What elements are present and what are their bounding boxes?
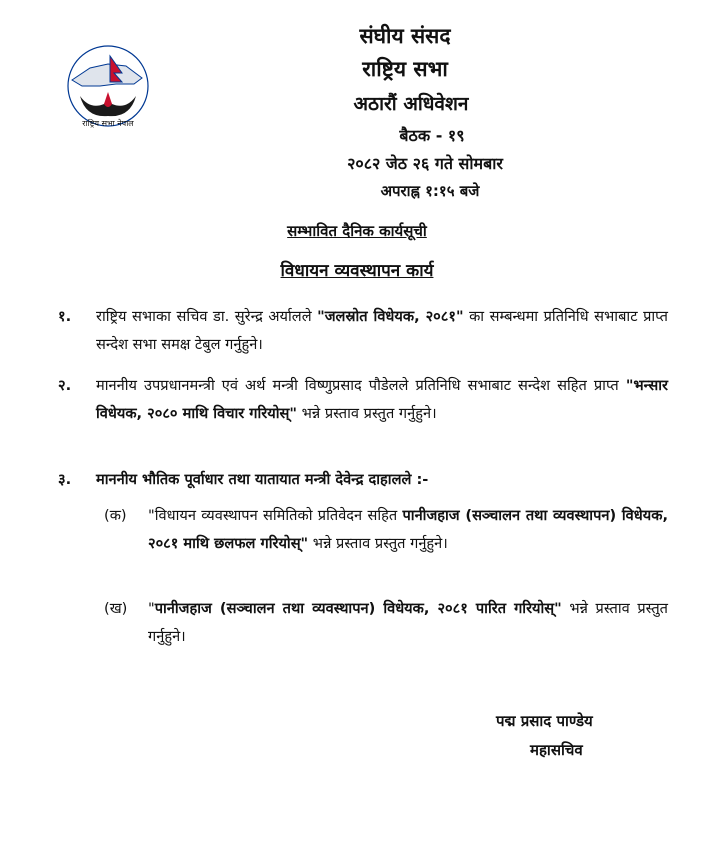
subitem-number: (क) (104, 507, 127, 524)
item-bill-name: "जलस्रोत विधेयक, २०८१" (317, 308, 464, 325)
item-number: २. (58, 377, 72, 394)
item-bill-name: पानीजहाज (सञ्चालन तथा व्यवस्थापन) विधेयक, २०८१ पारित गरियोस्" (154, 600, 562, 617)
logo-caption: राष्ट्रिय सभा नेपाल (82, 119, 134, 128)
item-text-plain: भन्ने प्रस्ताव प्रस्तुत गर्नुहुने। (308, 535, 448, 552)
meeting-time: अपराह्न १:१५ बजे (380, 182, 480, 200)
item-text (96, 303, 668, 359)
item-text-plain: " (148, 600, 155, 617)
item-bill-name: पानीजहाज (सञ्चालन तथा व्यवस्थापन) विधेयक, २०८१ माथि छलफल गरियोस्" (148, 507, 668, 552)
item-text (96, 372, 668, 428)
section-title: विधायन व्यवस्थापन कार्य (280, 261, 434, 281)
agenda-subitem-kha (104, 595, 668, 651)
agenda-subitem-ka (104, 502, 668, 558)
item-number: ३. (58, 471, 72, 488)
agenda-item-1 (58, 303, 668, 359)
meeting-date: २०८२ जेठ २६ गते सोमबार (347, 154, 503, 173)
national-assembly-heading: राष्ट्रिय सभा (362, 57, 448, 81)
item-text-plain: माननीय उपप्रधानमन्त्री एवं अर्थ मन्त्री विष्णुप्रसाद पौडेलले प्रतिनिधि सभाबाट सन्देश सहित प्राप्त (96, 377, 626, 394)
item-text-plain: राष्ट्रिय सभाका सचिव डा. सुरेन्द्र अर्यालले (96, 308, 318, 325)
federal-parliament-heading: संघीय संसद (359, 24, 451, 48)
item-text-plain: भन्ने प्रस्ताव प्रस्तुत गर्नुहुने। (296, 405, 437, 422)
item-text: माननीय भौतिक पूर्वाधार तथा यातायात मन्त्री देवेन्द्र दाहालले :- (96, 471, 429, 488)
agenda-item-2 (58, 372, 668, 428)
item-text-plain: "विधायन व्यवस्थापन समितिको प्रतिवेदन सहित (148, 507, 403, 524)
agenda-item-3 (58, 466, 668, 494)
subitem-text (148, 502, 668, 558)
session-heading: अठारौं अधिवेशन (353, 93, 469, 115)
item-text-plain: भन्ने प्रस्ताव प्रस्तुत गर्नुहुने। (148, 600, 668, 645)
item-text-plain: का सम्बन्धमा प्रतिनिधि सभाबाट प्राप्त सन्देश सभा समक्ष टेबुल गर्नुहुने। (96, 308, 668, 353)
item-bill-name: "भन्सार विधेयक, २०८० माथि विचार गरियोस्" (96, 377, 668, 422)
agenda-title: सम्भावित दैनिक कार्यसूची (287, 222, 427, 240)
subitem-text (148, 595, 668, 651)
item-number: १. (58, 308, 72, 325)
meeting-number: बैठक - १९ (399, 126, 465, 145)
signatory-title: महासचिव (530, 741, 583, 759)
subitem-number: (ख) (104, 600, 128, 617)
signatory-name: पद्म प्रसाद पाण्डेय (496, 712, 593, 730)
